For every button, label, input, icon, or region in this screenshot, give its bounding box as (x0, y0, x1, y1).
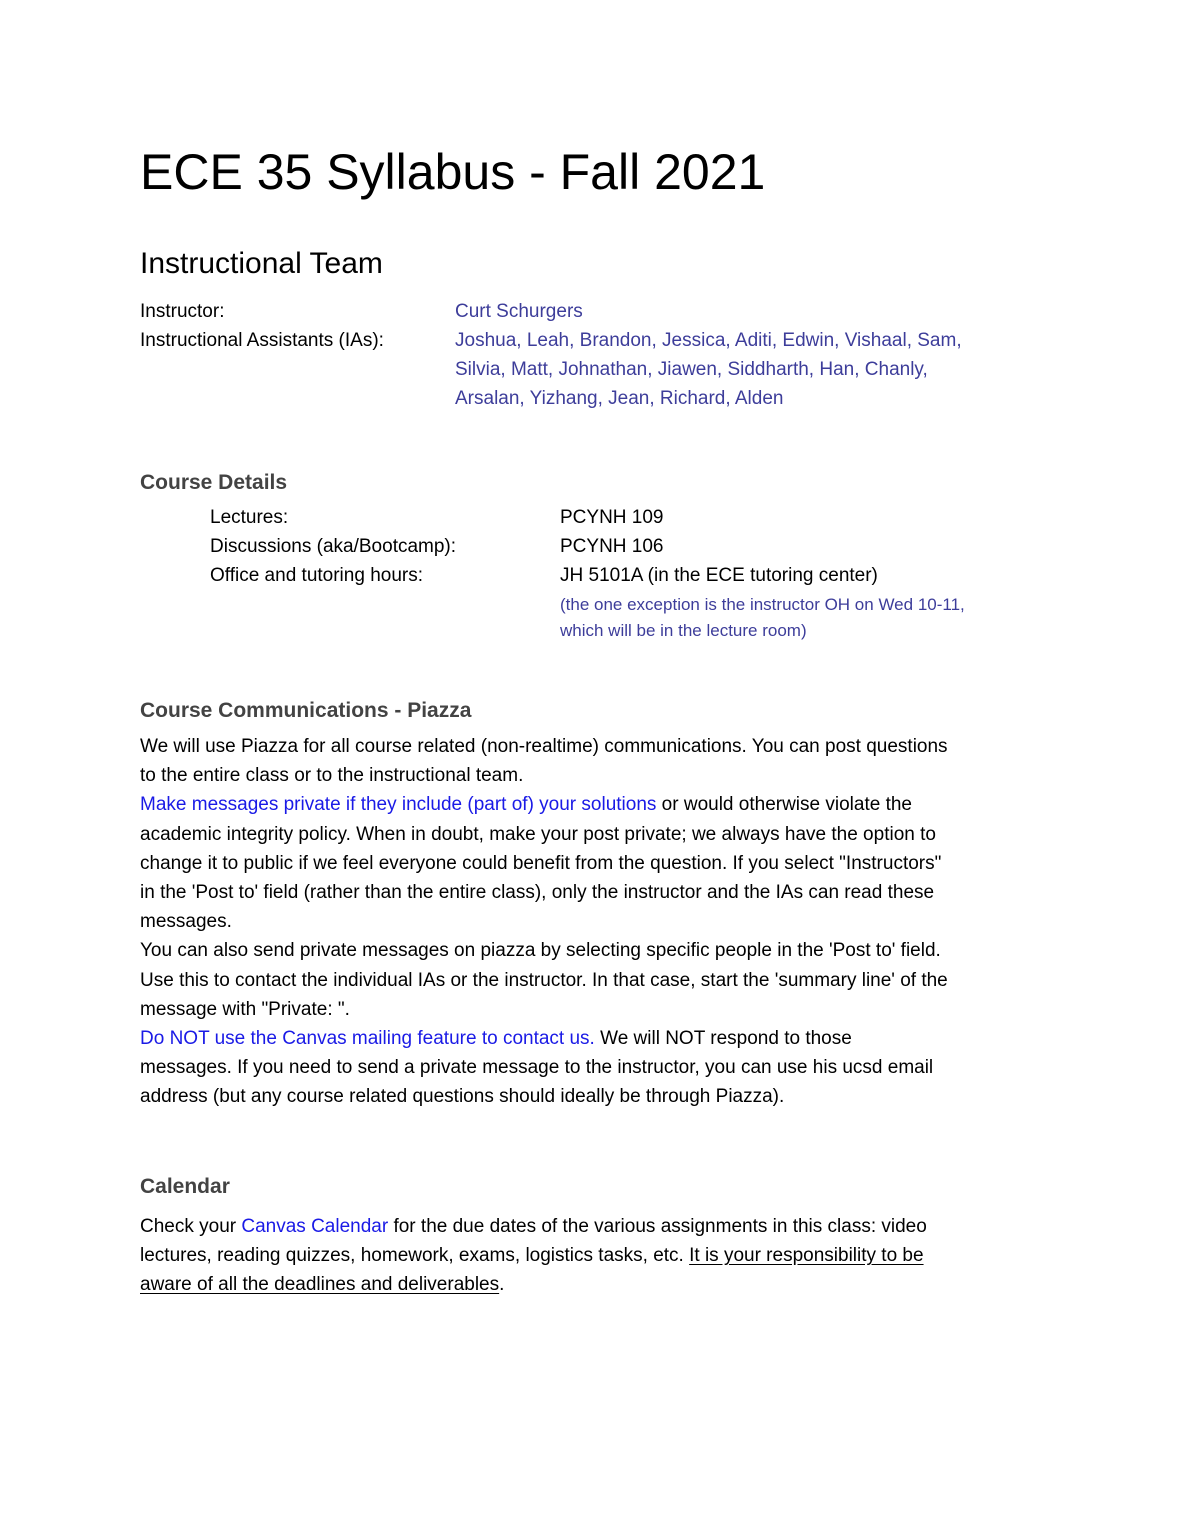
ias-label: Instructional Assistants (IAs): (140, 330, 384, 351)
lectures-value: PCYNH 109 (560, 507, 664, 528)
comm-line-3 (140, 790, 1055, 819)
comm-line-12: messages. If you need to send a private message to the instructor, you can use his ucsd email (140, 1057, 934, 1079)
discussions-label: Discussions (aka/Bootcamp): (210, 536, 457, 557)
comm-line-1: We will use Piazza for all course related (non-realtime) communications. You can post questions (140, 736, 948, 757)
calendar-end: . (499, 1274, 505, 1296)
communications-heading: Course Communications - Piazza (140, 699, 472, 722)
canvas-calendar-link[interactable]: Canvas Calendar (241, 1216, 389, 1237)
calendar-prefix: Check your (140, 1216, 242, 1237)
calendar-line-1-rest: for the due dates of the various assignments in this class: video (388, 1216, 927, 1237)
comm-line-4: academic integrity policy. When in doubt, make your post private; we always have the option to (140, 823, 936, 845)
canvas-mailing-link[interactable]: Do NOT use the Canvas mailing feature to contact us. (140, 1028, 595, 1050)
calendar-line-3 (140, 1270, 1055, 1299)
responsibility-underline-1: It is your responsibility to be (689, 1245, 924, 1267)
communications-paragraph (140, 732, 1055, 1112)
comm-line-8: You can also send private messages on piazza by selecting specific people in the 'Post to' field. (140, 940, 941, 962)
course-details-heading: Course Details (140, 471, 288, 494)
comm-line-10: message with "Private: ". (140, 998, 350, 1020)
comm-line-5: change it to public if we feel everyone could benefit from the question. If you select "Instructors" (140, 852, 942, 874)
calendar-line-2 (140, 1241, 1055, 1270)
instructor-name-link[interactable]: Curt Schurgers (455, 301, 583, 322)
office-hours-note-line-2: which will be in the lecture room) (560, 621, 807, 640)
comm-line-6: in the 'Post to' field (rather than the entire class), only the instructor and the IAs can read these (140, 882, 935, 904)
comm-line-2: to the entire class or to the instructional team. (140, 765, 524, 787)
responsibility-underline-2: aware of all the deadlines and deliverables (140, 1274, 500, 1296)
office-hours-label: Office and tutoring hours: (210, 565, 423, 586)
ias-names-line-3[interactable]: Arsalan, Yizhang, Jean, Richard, Alden (455, 388, 784, 409)
comm-line-3-rest: or would otherwise violate the (656, 794, 912, 816)
calendar-line-1 (140, 1212, 1055, 1241)
calendar-paragraph (140, 1212, 1055, 1300)
private-messages-link[interactable]: Make messages private if they include (part of) your solutions (140, 794, 657, 816)
comm-line-11 (140, 1024, 1055, 1053)
comm-line-9: Use this to contact the individual IAs or the instructor. In that case, start the 'summary line' of the (140, 969, 948, 991)
office-hours-note-line-1: (the one exception is the instructor OH on Wed 10-11, (560, 595, 965, 614)
discussions-value: PCYNH 106 (560, 536, 664, 557)
ias-names-line-1[interactable]: Joshua, Leah, Brandon, Jessica, Aditi, Edwin, Vishaal, Sam, (455, 330, 962, 351)
lectures-label: Lectures: (210, 507, 289, 528)
page-title: ECE 35 Syllabus - Fall 2021 (140, 144, 766, 200)
comm-line-7: messages. (140, 911, 232, 933)
calendar-line-2-plain: lectures, reading quizzes, homework, exams, logistics tasks, etc. (140, 1245, 690, 1267)
comm-line-11-rest: We will NOT respond to those (594, 1028, 852, 1050)
calendar-heading: Calendar (140, 1175, 230, 1198)
office-hours-value: JH 5101A (in the ECE tutoring center) (560, 565, 878, 586)
comm-line-13: address (but any course related questions should ideally be through Piazza). (140, 1086, 785, 1108)
instructional-team-heading: Instructional Team (140, 247, 383, 280)
instructor-label: Instructor: (140, 301, 225, 322)
ias-names-line-2[interactable]: Silvia, Matt, Johnathan, Jiawen, Siddharth, Han, Chanly, (455, 359, 928, 380)
